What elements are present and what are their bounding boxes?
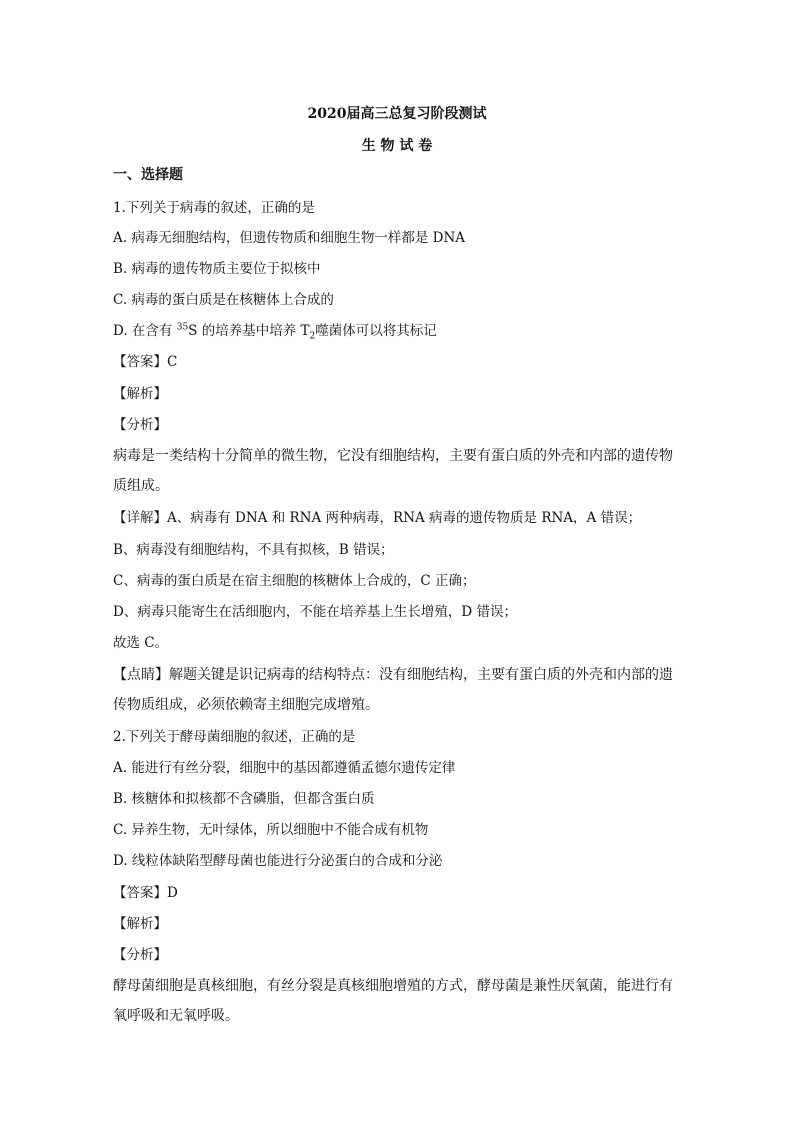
q1-option-d-mid: S 的培养基中培养 T — [188, 323, 310, 339]
q1-option-d-sub: 2 — [309, 331, 316, 342]
q1-detail-label: 【详解】 — [113, 510, 167, 526]
q2-option-c: C. 异养生物，无叶绿体，所以细胞中不能合成有机物 — [113, 822, 429, 838]
q1-fenxi-text: 病毒是一类结构十分简单的微生物，它没有细胞结构，主要有蛋白质的外壳和内部的遗传物质组成。 — [113, 448, 673, 494]
q1-answer-value: C — [167, 354, 178, 370]
q1-option-a: A. 病毒无细胞结构，但遗传物质和细胞生物一样都是 DNA — [113, 230, 466, 246]
q1-stem: 1.下列关于病毒的叙述，正确的是 — [113, 200, 315, 216]
q2-stem: 2.下列关于酵母菌细胞的叙述，正确的是 — [113, 729, 356, 745]
q1-dianjing-text: 解题关键是识记病毒的结构特点：没有细胞结构，主要有蛋白质的外壳和内部的遗传物质组成，必须依赖寄主细胞完成增殖。 — [113, 667, 673, 713]
q2-answer-value: D — [167, 885, 178, 901]
q1-fenxi-label: 【分析】 — [113, 417, 167, 433]
q2-option-a: A. 能进行有丝分裂，细胞中的基因都遵循孟德尔遗传定律 — [113, 760, 456, 776]
q1-option-c: C. 病毒的蛋白质是在核糖体上合成的 — [113, 292, 334, 308]
q1-answer-label: 【答案】 — [113, 354, 167, 370]
q1-detail-d: D、病毒只能寄生在活细胞内，不能在培养基上生长增殖，D 错误； — [113, 604, 517, 620]
q1-option-d-sup: 35 — [176, 322, 189, 333]
document-subtitle: 生 物 试 卷 — [361, 138, 433, 154]
q2-option-b: B. 核糖体和拟核都不含磷脂，但都含蛋白质 — [113, 791, 375, 807]
q2-fenxi-label: 【分析】 — [113, 947, 167, 963]
q1-dianjing — [113, 660, 683, 720]
q2-answer-label: 【答案】 — [113, 885, 167, 901]
q1-analysis-label: 【解析】 — [113, 386, 167, 402]
q2-option-d: D. 线粒体缺陷型酵母菌也能进行分泌蛋白的合成和分泌 — [113, 853, 443, 869]
section-heading: 一、选择题 — [113, 167, 183, 183]
q1-option-d-pre: D. 在含有 — [113, 323, 177, 339]
q2-answer — [113, 884, 683, 902]
q1-detail-c: C、病毒的蛋白质是在宿主细胞的核糖体上合成的，C 正确； — [113, 573, 476, 589]
q1-detail-a — [113, 509, 683, 527]
q1-detail-b: B、病毒没有细胞结构，不具有拟核，B 错误； — [113, 542, 394, 558]
q1-conclusion: 故选 C。 — [113, 635, 169, 651]
q2-analysis-label: 【解析】 — [113, 916, 167, 932]
q2-fenxi-text: 酵母菌细胞是真核细胞，有丝分裂是真核细胞增殖的方式，酵母菌是兼性厌氧菌，能进行有氧呼吸和无氧呼吸。 — [113, 978, 673, 1024]
document-title: 2020届高三总复习阶段测试 — [307, 106, 487, 122]
q1-dianjing-label: 【点睛】 — [113, 667, 169, 683]
q1-option-d — [113, 322, 683, 340]
q1-answer — [113, 353, 683, 371]
q1-detail-a-text: A、病毒有 DNA 和 RNA 两种病毒，RNA 病毒的遗传物质是 RNA，A 错误； — [167, 510, 642, 526]
q1-option-b: B. 病毒的遗传物质主要位于拟核中 — [113, 261, 321, 277]
q1-option-d-post: 噬菌体可以将其标记 — [315, 323, 437, 339]
